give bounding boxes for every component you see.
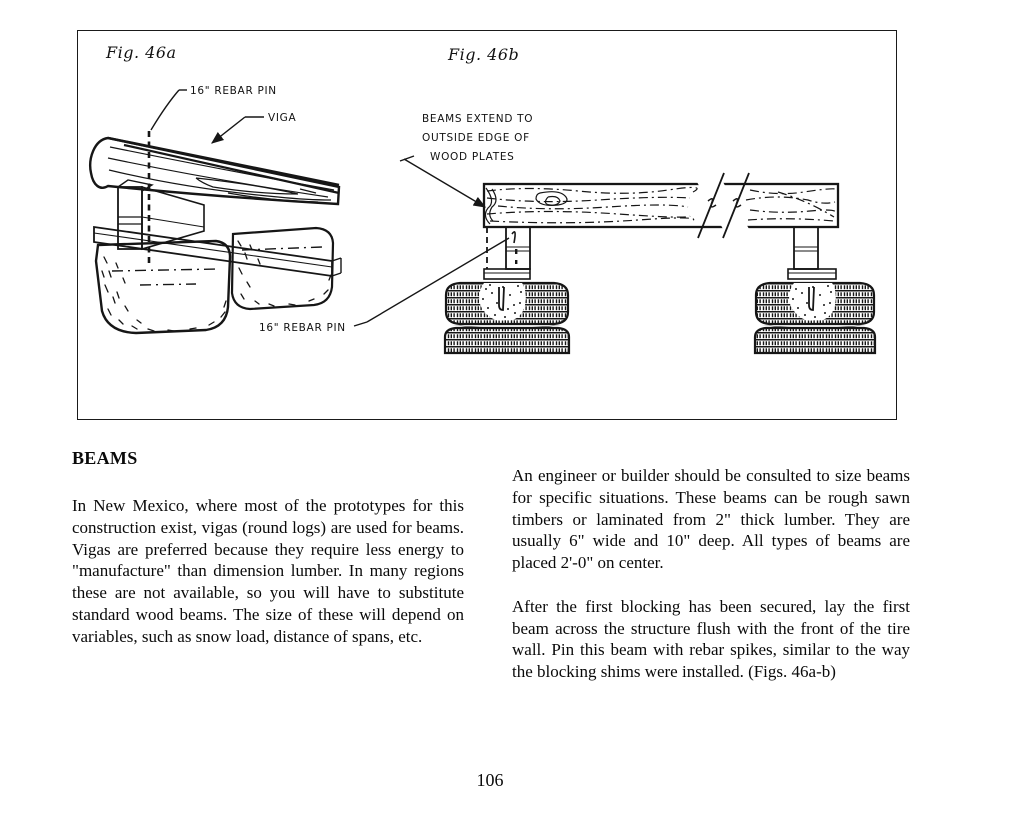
fig-b-title: Fig. 46b xyxy=(448,45,520,64)
figure-46-drawing xyxy=(78,31,895,418)
beam-knot xyxy=(485,188,567,224)
fig-b-right-tires xyxy=(755,283,875,353)
fig-b-labels xyxy=(400,113,533,207)
beams-extend-line2: OUTSIDE EDGE OF xyxy=(422,132,530,144)
right-paragraph-2: After the first blocking has been secured, lay the first beam across the structure flush with the front of the tire wall. Pin this beam with rebar spikes, similar to the way the blocking shims were installed. (Figs. 46a-b) xyxy=(512,596,910,682)
beams-extend-line3: WOOD PLATES xyxy=(430,151,515,163)
fig-b-right-support xyxy=(788,227,836,279)
fig-a-wood-plate xyxy=(94,227,341,276)
fig-b-left-tires xyxy=(445,283,569,353)
section-heading: BEAMS xyxy=(72,448,138,468)
figure-46-box xyxy=(77,30,897,420)
fig-a-rebar-pin-bottom-label: 16" REBAR PIN xyxy=(259,322,346,334)
right-column xyxy=(512,465,910,683)
fig-b-left-support xyxy=(484,227,530,279)
tire-groove-lines xyxy=(112,247,322,285)
viga-log-outline xyxy=(90,138,339,204)
beams-extend-line1: BEAMS EXTEND TO xyxy=(422,113,534,125)
fig-b-drawing xyxy=(400,45,875,353)
fig-a-left-tire xyxy=(96,241,230,333)
fig-a-viga-label: VIGA xyxy=(268,112,297,124)
left-paragraph-1: In New Mexico, where most of the prototypes for this construction exist, vigas (round logs) are used for beams. Vigas are preferred because they require less energy to "manufacture" than dimension lumber. In many regions these are not available, so you will have to substitute standard wood beams. The size of these will depend on variables, such as snow load, distance of spans, etc. xyxy=(72,496,464,646)
left-column xyxy=(72,495,464,648)
page-number: 106 xyxy=(476,770,504,790)
viga-top-edge-2 xyxy=(124,145,339,193)
fig-a-rebar-pin-top-label: 16" REBAR PIN xyxy=(190,85,277,97)
beam-break-symbol xyxy=(697,173,749,238)
tire-stipple xyxy=(102,241,331,331)
right-paragraph-1: An engineer or builder should be consulted to size beams for specific situations. These beams can be rough sawn timbers or laminated from 2" thick lumber. They are usually 6" wide and 10" deep. All types of beams are placed 2'-0" on center. xyxy=(512,466,910,573)
fig-a-title: Fig. 46a xyxy=(106,43,177,62)
